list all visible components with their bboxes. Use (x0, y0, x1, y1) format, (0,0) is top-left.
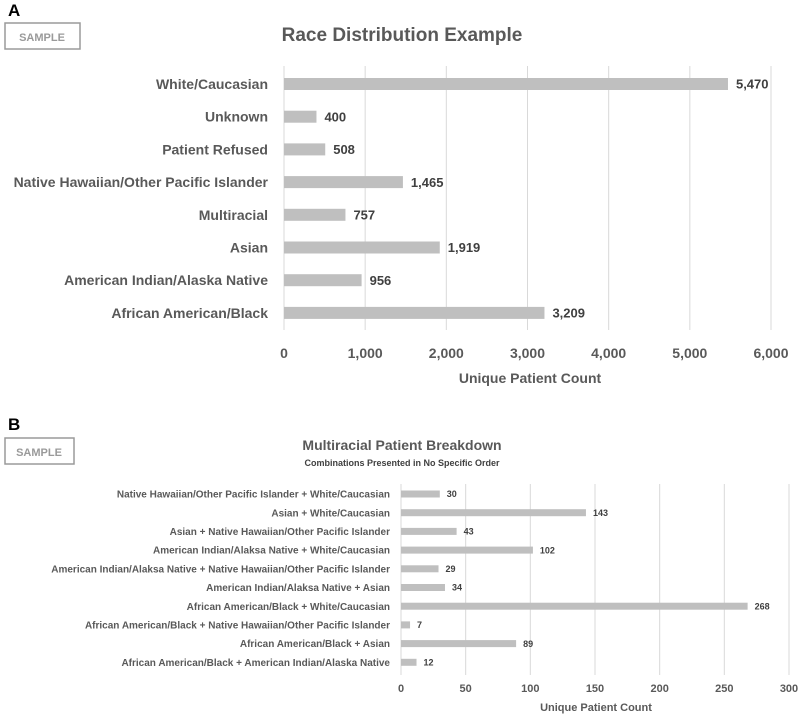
x-tick-label: 50 (459, 683, 472, 695)
panel-b-sample-watermark: SAMPLE (16, 447, 62, 459)
x-tick-label: 6,000 (753, 345, 789, 361)
value-label: 268 (754, 601, 770, 612)
bar (401, 640, 516, 647)
x-tick-label: 4,000 (591, 345, 627, 361)
category-label: Multiracial (198, 206, 268, 223)
x-tick-label: 0 (397, 683, 405, 695)
category-label: African American/Black + American Indian/Alaska Native (121, 657, 390, 669)
value-label: 30 (446, 489, 457, 500)
category-label: Native Hawaiian/Other Pacific Islander (13, 174, 268, 191)
bar (284, 307, 544, 319)
x-tick-label: 2,000 (428, 345, 464, 361)
bar (401, 621, 410, 628)
panel-a-sample-watermark: SAMPLE (19, 32, 65, 44)
panel-a (5, 1, 789, 386)
x-tick-label: 3,000 (509, 345, 546, 361)
value-label: 400 (324, 109, 347, 125)
value-label: 956 (369, 272, 392, 288)
category-label: African American/Black + Native Hawaiian/Other Pacific Islander (84, 620, 390, 632)
value-label: 143 (592, 507, 608, 518)
panel-b-x-axis-title: Unique Patient Count (540, 702, 652, 714)
category-label: African American/Black + Asian (239, 639, 390, 651)
value-label: 757 (353, 207, 376, 223)
x-tick-label: 250 (715, 683, 734, 695)
x-tick-label: 1,000 (347, 345, 383, 361)
bar (401, 603, 748, 610)
bar (401, 565, 439, 572)
bar (401, 491, 440, 498)
value-label: 3,209 (552, 305, 586, 321)
x-tick-label: 5,000 (672, 345, 708, 361)
category-label: Native Hawaiian/Other Pacific Islander + White/Caucasian (116, 489, 390, 501)
bar (284, 209, 345, 221)
value-label: 1,465 (410, 174, 444, 190)
category-label: Asian (229, 239, 268, 256)
x-tick-label: 200 (650, 683, 669, 695)
category-label: African American/Black (111, 304, 268, 321)
x-tick-label: 100 (521, 683, 540, 695)
panel-b-label: B (8, 415, 21, 434)
category-label: American Indian/Alaksa Native + Asian (206, 583, 390, 595)
value-label: 89 (523, 638, 534, 649)
value-label: 5,470 (735, 76, 769, 92)
bar (401, 584, 445, 591)
bar (284, 78, 728, 90)
category-label: Asian + White/Caucasian (271, 508, 390, 520)
panel-b-title: Multiracial Patient Breakdown (302, 437, 502, 453)
bar (284, 111, 316, 123)
value-label: 102 (539, 545, 555, 556)
x-tick-label: 0 (280, 345, 288, 361)
panel-a-label: A (8, 1, 21, 20)
category-label: American Indian/Alaska Native (64, 272, 268, 289)
bar (284, 176, 403, 188)
x-tick-label: 150 (585, 683, 605, 695)
bar (401, 528, 457, 535)
value-label: 7 (417, 620, 423, 631)
category-label: Asian + Native Hawaiian/Other Pacific Islander (169, 527, 390, 538)
category-label: American Indian/Alaksa Native + White/Caucasian (152, 545, 390, 557)
category-label: African American/Black + White/Caucasian (186, 601, 390, 613)
panel-a-x-axis-title: Unique Patient Count (458, 370, 602, 386)
category-label: American Indian/Alaksa Native + Native Hawaiian/Other Pacific Islander (51, 564, 390, 576)
bar (401, 547, 533, 554)
bar (284, 143, 325, 155)
value-label: 12 (423, 657, 434, 668)
bar (401, 659, 417, 666)
panel-b (5, 415, 798, 714)
bar (284, 242, 440, 254)
value-label: 43 (463, 526, 474, 537)
panel-b-subtitle: Combinations Presented in No Specific Order (304, 458, 500, 468)
category-label: White/Caucasian (155, 76, 268, 93)
value-label: 29 (445, 564, 456, 575)
category-label: Unknown (205, 108, 268, 125)
bar (401, 509, 586, 516)
category-label: Patient Refused (162, 141, 268, 158)
value-label: 34 (451, 582, 462, 593)
value-label: 508 (333, 142, 355, 158)
x-tick-label: 300 (779, 683, 799, 695)
value-label: 1,919 (447, 240, 481, 256)
panel-a-title: Race Distribution Example (281, 25, 523, 46)
bar (284, 274, 362, 286)
